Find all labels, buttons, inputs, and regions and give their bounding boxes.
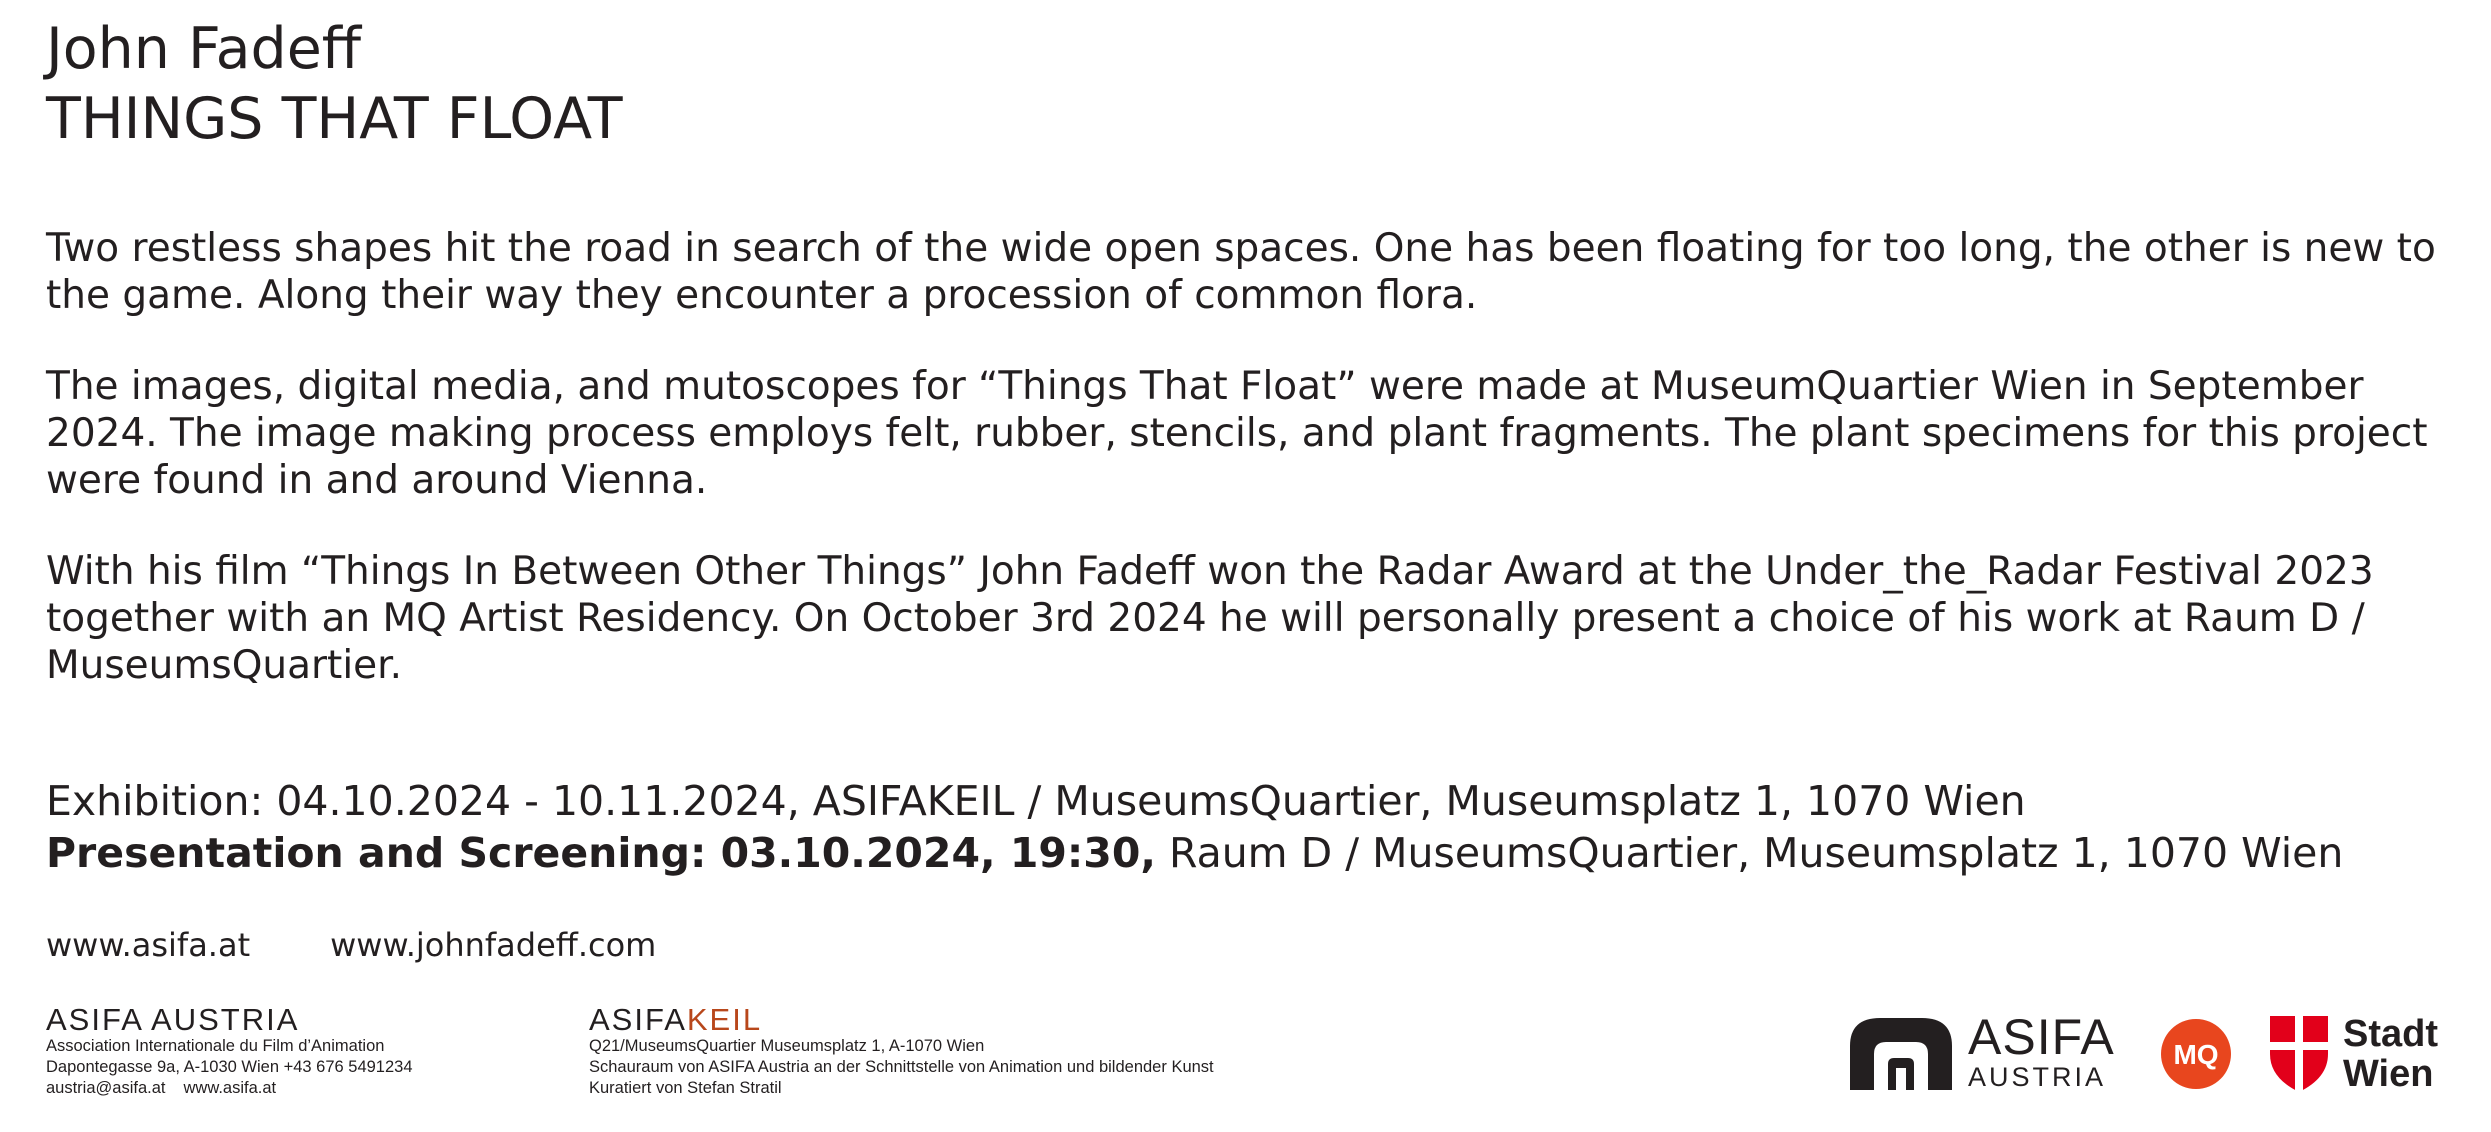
mq-logo-icon	[2161, 1019, 2231, 1089]
asifa-website-link[interactable]: www.asifa.at	[46, 926, 251, 964]
asifa-austria-web[interactable]: www.asifa.at	[183, 1079, 277, 1097]
asifa-austria-contact	[46, 1078, 413, 1099]
header	[46, 14, 623, 154]
presentation-info	[46, 828, 2343, 878]
asifakeil-description: Schauraum von ASIFA Austria an der Schnittstelle von Animation und bildender Kunst	[589, 1058, 1214, 1076]
artist-website-link[interactable]: www.johnfadeff.com	[330, 926, 657, 964]
stadt-wien-text	[2343, 1014, 2438, 1094]
exhibition-info: Exhibition: 04.10.2024 - 10.11.2024, ASIFAKEIL / MuseumsQuartier, Museumsplatz 1, 1070 Wien	[46, 777, 2026, 825]
asifa-mark-icon	[1850, 1018, 1952, 1090]
description-paragraph-1: Two restless shapes hit the road in search of the wide open spaces. One has been floating for too long, the other is new to the game. Along their way they encounter a procession of common flora.	[46, 226, 2436, 318]
presentation-location: Raum D / MuseumsQuartier, Museumsplatz 1, 1070 Wien	[1168, 829, 2344, 877]
work-title: THINGS THAT FLOAT	[46, 86, 623, 152]
presentation-label: Presentation and Screening: 03.10.2024, 19:30,	[46, 829, 1156, 877]
asifakeil-title	[589, 1004, 1214, 1036]
asifa-austria-address: Dapontegasse 9a, A-1030 Wien +43 676 5491234	[46, 1058, 413, 1076]
asifa-austria-title: ASIFA AUSTRIA	[46, 1002, 300, 1037]
asifa-austria-email[interactable]: austria@asifa.at	[46, 1079, 166, 1097]
description-paragraph-2: The images, digital media, and mutoscopes for “Things That Float” were made at MuseumQuartier Wien in September 2024. The image making process employs felt, rubber, stencils, and plant fragments. The plant specimens for this project were found in and around Vienna.	[46, 364, 2428, 503]
asifakeil-title-part-2: KEIL	[686, 1002, 763, 1037]
mq-logo-text: MQ	[2173, 1039, 2219, 1070]
stadt-text: Stadt	[2343, 1013, 2438, 1055]
wien-shield-icon	[2270, 1016, 2328, 1092]
asifa-logo-subtext: AUSTRIA	[1968, 1062, 2107, 1092]
asifa-austria-line-1: Association Internationale du Film d’Animation	[46, 1037, 385, 1055]
description-paragraph-3: With his film “Things In Between Other Things” John Fadeff won the Radar Award at the Under_the_Radar Festival 2023 together with an MQ Artist Residency. On October 3rd 2024 he will personally present a choice of his work at Raum D / MuseumsQuartier.	[46, 549, 2374, 688]
asifakeil-title-part-1: ASIFA	[589, 1002, 687, 1037]
footer-asifa-austria	[46, 1004, 413, 1099]
asifakeil-address: Q21/MuseumsQuartier Museumsplatz 1, A-1070 Wien	[589, 1037, 985, 1055]
asifakeil-curator: Kuratiert von Stefan Stratil	[589, 1079, 782, 1097]
footer-asifakeil	[589, 1004, 1214, 1099]
stadt-wien-logo	[2270, 1013, 2470, 1096]
artist-name: John Fadeff	[46, 16, 362, 82]
wien-text: Wien	[2343, 1053, 2434, 1095]
asifa-logo-text: ASIFA	[1968, 1009, 2115, 1065]
asifa-austria-logo	[1850, 1009, 2130, 1096]
web-links	[46, 925, 656, 965]
